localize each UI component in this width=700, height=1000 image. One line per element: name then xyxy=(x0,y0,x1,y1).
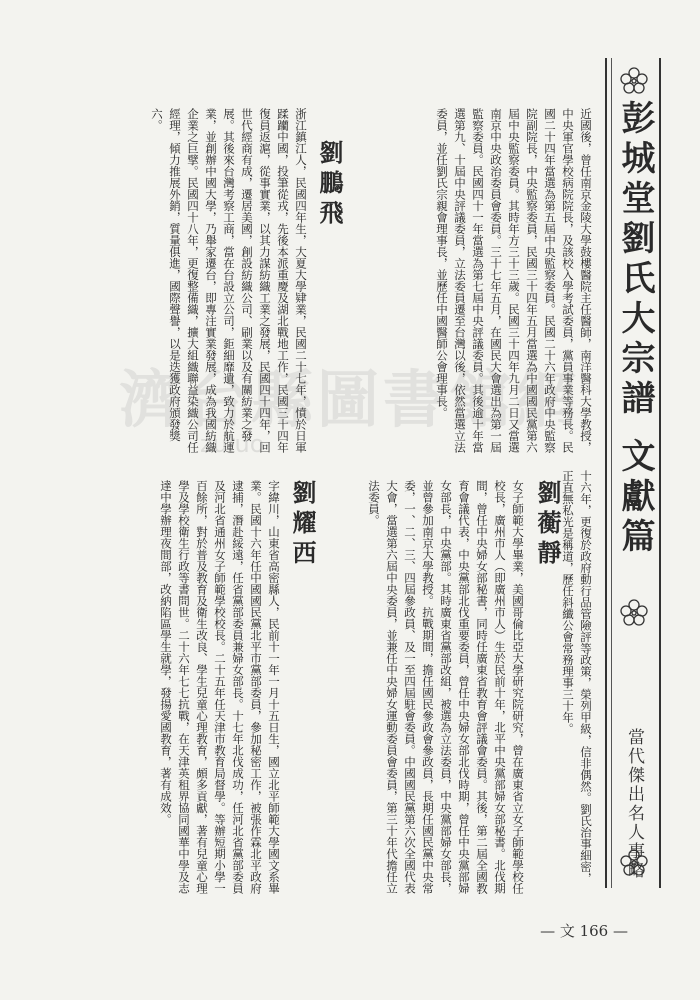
section-body: 浙江鎮江人，民國四年生，大夏大學肄業，民國二十七年，憤於日軍蹂躪中國，投筆從戎，先後本派重慶及湖北戰地工作，民國三十四年復員返滬，從事實業，以其力謀紡織工業之發展，民國四十四年，回世代經商有成，遷居美國，創設紡織公司、刷業以及有關紡業之發展。其後來台灣考察工商，當在台設立公司，鉅細靡遺，致力於航運業，並創辦中國大學，乃舉家遷台，即專注實業發展，成為我國紡織企業之巨擘。民國四十八年，更復整備織，擴大組織聯益染織公司任經理，傾力推展外銷，質量俱進，國際聲譽，以是迭獲政府頒發獎六。 xyxy=(150,108,308,453)
title-bar-inner-rule xyxy=(611,58,612,888)
plum-flower-icon xyxy=(619,66,649,96)
page-number: — 文 166 — xyxy=(540,922,628,940)
section-body: 字緯川，山東省高密縣人，民前十一年一月十五日生，國立北平師範大學國文系畢業。民國十六年任中國國民黨北平市黨部委員，參加秘密工作，被張作霖北平政府逮捕，潛赴綏遠，任省黨部委員兼婦女部長。十七年北伐成功，任河北省黨部委員及河北省通州女子師範學校校長。二十五年任天津市教育局督學。等辦短期小學一百餘所，對於普及教育及衛生改良、學生兒童心理教育，頗多貢獻，著有兒童心理學及學校衛生行政等書問世。二十六年七七抗戰，在天津英租界協同國華中學及志達中學辦理夜間部，改納陷區學生就學，發揚愛國教育，著有成效。 xyxy=(159,480,281,894)
section-body: 女子師範大學畢業，美國哥倫比亞大學研究院研究，曾在廣東省立女子師範學校任校長，廣州市人（即廣州市人）生於民前十年，北平中央黨部婦女部秘書。北伐期間，曾任中央婦女部秘書，同時任廣東省教育會評議會委員。其後，第二屆全國教育會議代表，中央黨部北伐重要委員，曾任中央婦女部北伐時期，曾任中央黨部婦女部長，中央黨部。其時廣東省黨部改組，被選為立法委員，中央黨部婦女部長，並曾參加南京大學教授。抗戰期間，擔任國民參政會參政員，長期任國民黨中央常委，一、二、三、四屆參政員、及一至四屆駐會委員。中國國民黨第六次全國代表大會，當選第六屆中央委員，並兼任中央婦女運動委員會委員，第三十年代擔任立法委員。 xyxy=(367,480,525,894)
section-heading: 劉鵬飛 xyxy=(315,140,344,230)
watermark-sub: zuluo xyxy=(200,430,265,458)
plum-flower-icon xyxy=(619,848,649,878)
plum-flower-icon xyxy=(619,598,649,628)
section-heading: 劉蘅靜 xyxy=(533,480,562,570)
page-subtitle: 當代傑出名人事略 xyxy=(624,728,644,880)
watermark: 濟台縣圖書館網 xyxy=(118,363,581,436)
section-body: 近國後，曾任南京金陵大學鼓樓醫院主任醫師，南洋醫科大學教授，中央軍官學校病院院長，及該校入學考試委員，黨員事業等務長。民國二十四年當選為第五屆中央監察委員。民國二十六年政府中央監察院副院長，中央監察委員，民國三十四年五月當選為中國國民黨第六屆中央監察委員。其時年方三十三歲。民國三十四年九月二日又當選南京中央政治委員會委員。三十七年五月，在國民大會選出為第一屆監察委員。民國四十一年當選為第七屆中央評議委員。其後逾十年當選第九、十屆中央評議委員，立法委員遷至台灣以後，依然當選立法委員，並任劉氏宗親會理事長，並歷任中國醫師公會理事長。 xyxy=(435,108,593,453)
title-bar xyxy=(605,58,661,888)
page-title: 彭城堂劉氏大宗譜 文獻篇 xyxy=(615,100,655,558)
section-heading: 劉耀西 xyxy=(288,480,317,570)
upper-intro-text: 十六年，更復於政府動行品管險評等政策，榮列甲級，信非偶然。劉氏治事細密，正直無私光是稱道，歷任斜纖公會常務理事三十年。 xyxy=(561,470,593,884)
